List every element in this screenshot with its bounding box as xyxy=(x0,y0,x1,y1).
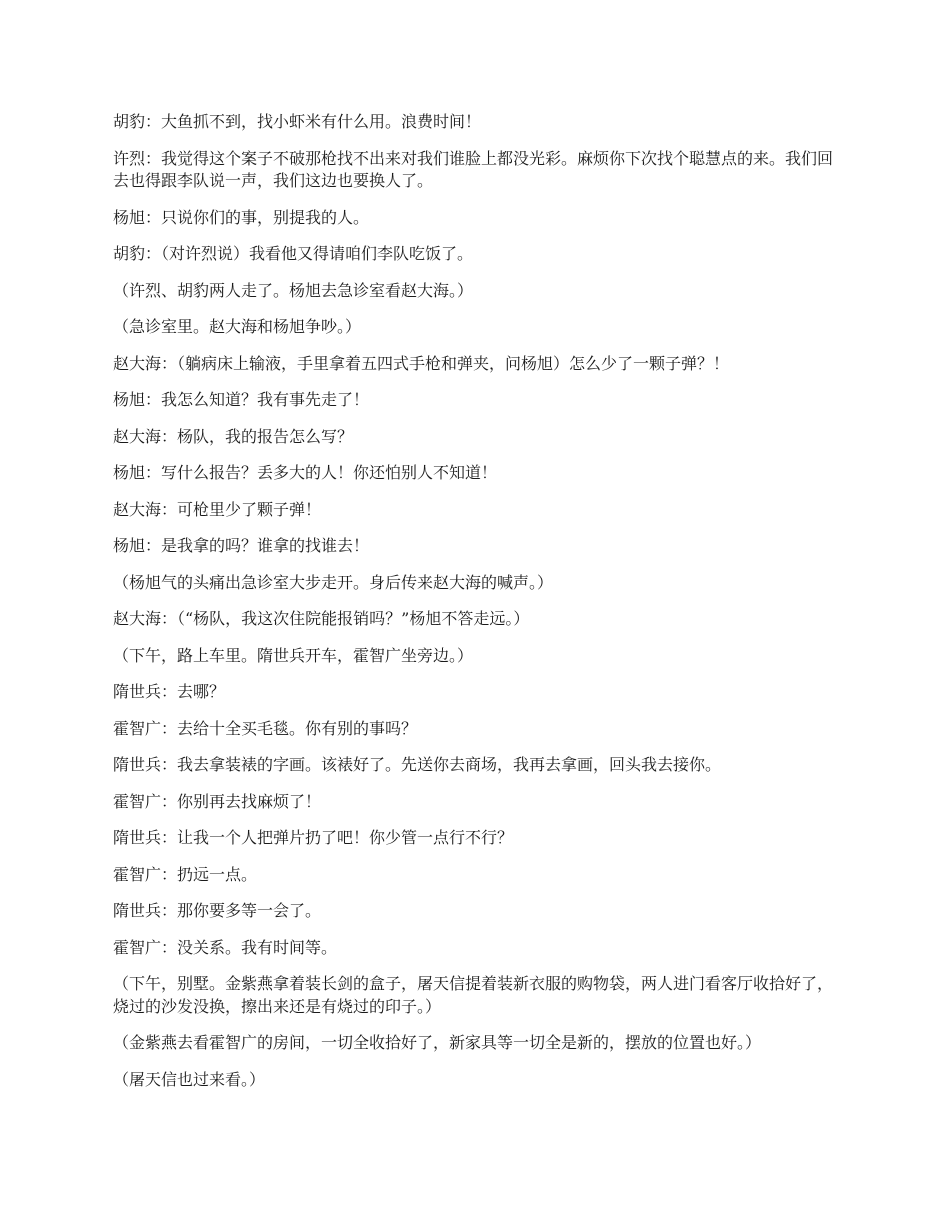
dialogue-line: 隋世兵：去哪？ xyxy=(113,682,226,701)
dialogue-line: 赵大海：（躺病床上输液，手里拿着五四式手枪和弹夹，问杨旭）怎么少了一颗子弹？！ xyxy=(113,353,730,373)
dialogue-line: 许烈：我觉得这个案子不破那枪找不出来对我们谁脸上都没光彩。麻烦你下次找个聪慧点的来。我们回去也得跟李队说一声，我们这边也要换人了。 xyxy=(113,148,834,190)
dialogue-line: 胡豹：（对许烈说）我看他又得请咱们李队吃饭了。 xyxy=(113,244,474,263)
dialogue-line: 霍智广：没关系。我有时间等。 xyxy=(113,937,338,957)
dialogue-line: 赵大海：杨队，我的报告怎么写？ xyxy=(113,426,354,446)
stage-direction: （下午，别墅。金紫燕拿着装长剑的盒子，屠天信提着装新衣服的购物袋，两人进门看客厅收拾好了，烧过的沙发没换，擦出来还是有烧过的印子。） xyxy=(113,974,834,1016)
dialogue-line: 赵大海：可枪里少了颗子弹！ xyxy=(113,499,322,519)
dialogue-line: 隋世兵：让我一个人把弹片扔了吧！你少管一点行不行？ xyxy=(113,828,514,847)
stage-direction: （杨旭气的头痛出急诊室大步走开。身后传来赵大海的喊声。） xyxy=(113,572,554,592)
stage-direction: （屠天信也过来看。） xyxy=(113,1069,266,1089)
stage-direction: （金紫燕去看霍智广的房间，一切全收拾好了，新家具等一切全是新的，摆放的位置也好。） xyxy=(113,1033,762,1052)
dialogue-line: 隋世兵：我去拿装裱的字画。该裱好了。先送你去商场，我再去拿画，回头我去接你。 xyxy=(113,755,722,774)
dialogue-line: 杨旭：是我拿的吗？谁拿的找谁去！ xyxy=(113,536,370,555)
dialogue-line: 霍智广：扔远一点。 xyxy=(113,864,258,884)
dialogue-line: 杨旭：写什么报告？丢多大的人！你还怕别人不知道！ xyxy=(113,463,498,482)
dialogue-line: 隋世兵：那你要多等一会了。 xyxy=(113,901,322,920)
stage-direction: （急诊室里。赵大海和杨旭争吵。） xyxy=(113,317,362,336)
stage-direction: （许烈、胡豹两人走了。杨旭去急诊室看赵大海。） xyxy=(113,280,474,300)
document-page xyxy=(113,111,841,1105)
dialogue-line: 胡豹：大鱼抓不到，找小虾米有什么用。浪费时间！ xyxy=(113,112,482,131)
dialogue-line: 霍智广：你别再去找麻烦了！ xyxy=(113,791,322,811)
dialogue-line: 霍智广：去给十全买毛毯。你有别的事吗？ xyxy=(113,718,418,738)
dialogue-line: 杨旭：只说你们的事，别提我的人。 xyxy=(113,207,370,227)
dialogue-line: 杨旭：我怎么知道？我有事先走了！ xyxy=(113,390,370,409)
stage-direction: （下午，路上车里。隋世兵开车，霍智广坐旁边。） xyxy=(113,645,474,665)
dialogue-line: 赵大海：（“杨队，我这次住院能报销吗？”杨旭不答走远。） xyxy=(113,609,530,628)
